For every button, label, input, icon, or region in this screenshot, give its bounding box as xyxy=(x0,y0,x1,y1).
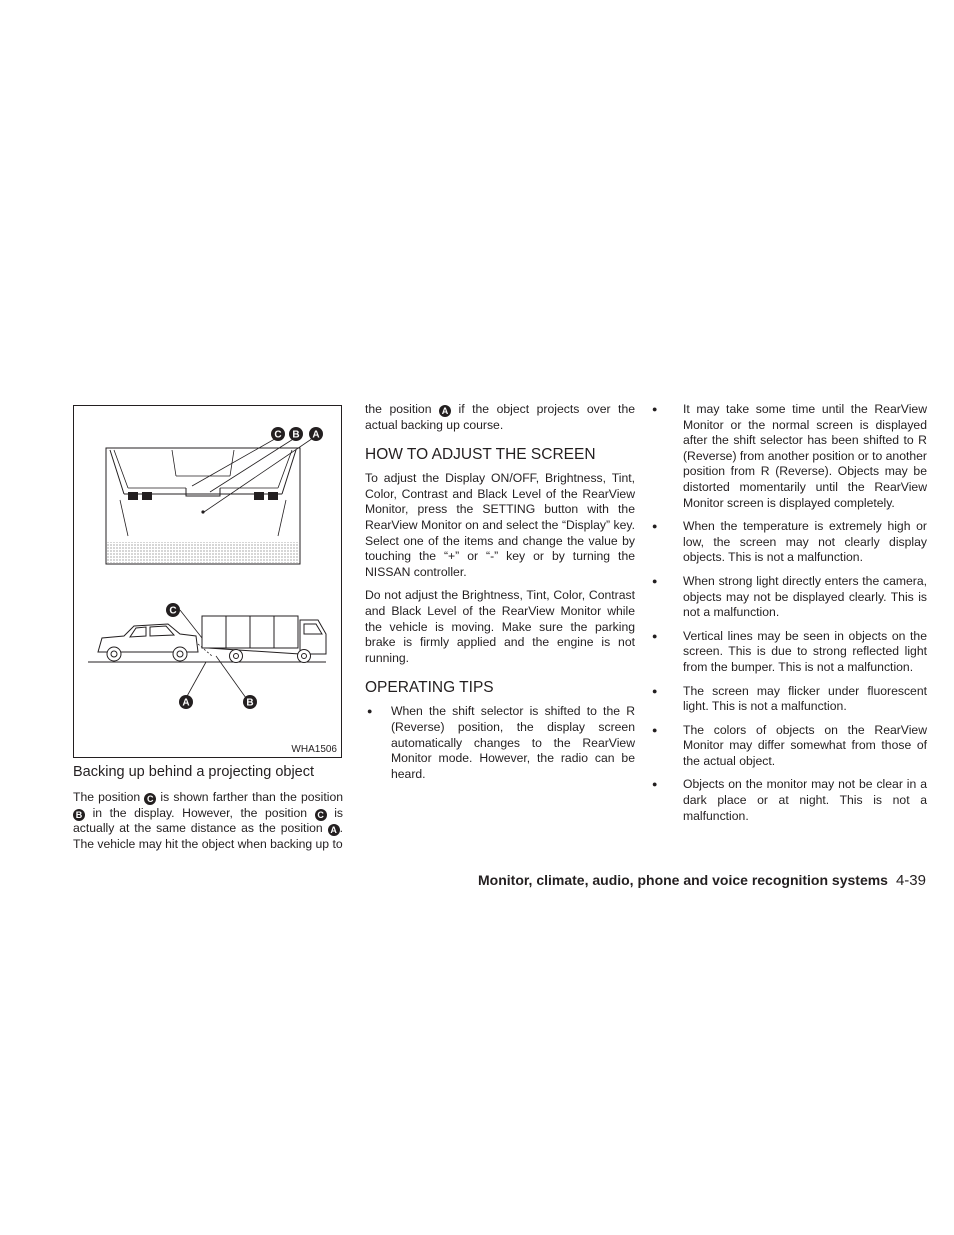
label-a-inline: A xyxy=(328,824,340,836)
page-number: 4-39 xyxy=(895,872,926,889)
backing-up-illustration xyxy=(74,406,343,759)
tip-item: ● When strong light directly enters the camera, objects may not be displayed clearly. This is not a malfunction. xyxy=(665,574,927,621)
page-footer xyxy=(478,872,926,889)
label-c-side xyxy=(166,603,180,617)
label-c-inline: C xyxy=(144,793,156,805)
figure-code: WHA1506 xyxy=(291,744,337,755)
heading-operating-tips: OPERATING TIPS xyxy=(365,679,494,697)
right-column xyxy=(665,402,927,824)
svg-text:B: B xyxy=(246,697,254,709)
label-b-top xyxy=(289,427,303,441)
heading-adjust-screen: HOW TO ADJUST THE SCREEN xyxy=(365,446,596,464)
left-column xyxy=(73,790,343,852)
illustration-figure xyxy=(73,405,342,758)
continued-paragraph: the position A if the object projects over the actual backing up course. xyxy=(365,402,635,432)
middle-column xyxy=(365,402,635,782)
label-a-side xyxy=(179,695,193,709)
label-c-top xyxy=(271,427,285,441)
footer-section-title: Monitor, climate, audio, phone and voice recognition systems xyxy=(478,872,888,888)
svg-text:A: A xyxy=(182,697,190,709)
tips-list xyxy=(365,704,635,782)
tip-item: ● When the temperature is extremely high or low, the screen may not clearly display objects. This is not a malfunction. xyxy=(665,519,927,566)
tip-item: ● Vertical lines may be seen in objects on the screen. This is due to strong reflected light from the bumper. This is not a malfunction. xyxy=(665,629,927,676)
tip-item: ● Objects on the monitor may not be clear in a dark place or at night. This is not a malfunction. xyxy=(665,777,927,824)
svg-text:B: B xyxy=(292,429,300,441)
figure-caption: Backing up behind a projecting object xyxy=(73,764,315,780)
label-a-inline: A xyxy=(439,405,451,417)
label-a-top xyxy=(309,427,323,441)
label-b-side xyxy=(243,695,257,709)
tips-list-continued xyxy=(665,402,927,824)
adjust-paragraph-2: Do not adjust the Brightness, Tint, Color, Contrast and Black Level of the RearView Monitor while the vehicle is moving. Make sure the parking brake is firmly applied and the engine is not running. xyxy=(365,588,635,665)
svg-text:C: C xyxy=(274,429,282,441)
tip-item: ● It may take some time until the RearView Monitor or the normal screen is displayed after the shift selector has been shifted to R (Reverse) from another position or to another position from R (Reverse). Objects may be distorted momentarily until the RearView Monitor screen is displayed completely. xyxy=(665,402,927,511)
svg-text:C: C xyxy=(169,605,177,617)
left-paragraph: The position C is shown farther than the position B in the display. However, the position C is actually at the same distance as the position A . The vehicle may hit the object when backing up to xyxy=(73,790,343,851)
adjust-paragraph-1: To adjust the Display ON/OFF, Brightness, Tint, Color, Contrast and Black Level of the RearView Monitor, press the SETTING button with the RearView Monitor on and select the “Display” key. Select one of the items and change the value by touching the “+” or “-” key or by turning the NISSAN controller. xyxy=(365,471,635,579)
truck-illustration xyxy=(202,616,326,663)
svg-text:A: A xyxy=(312,429,320,441)
tip-item: ● The colors of objects on the RearView Monitor may differ somewhat from those of the actual object. xyxy=(665,723,927,770)
label-c-inline: C xyxy=(315,809,327,821)
car-illustration xyxy=(98,624,198,661)
label-b-inline: B xyxy=(73,809,85,821)
tip-item: ● The screen may flicker under fluorescent light. This is not a malfunction. xyxy=(665,684,927,715)
tip-item: ● When the shift selector is shifted to the R (Reverse) position, the display screen automatically changes to the RearView Monitor mode. However, the radio can be heard. xyxy=(365,704,635,782)
